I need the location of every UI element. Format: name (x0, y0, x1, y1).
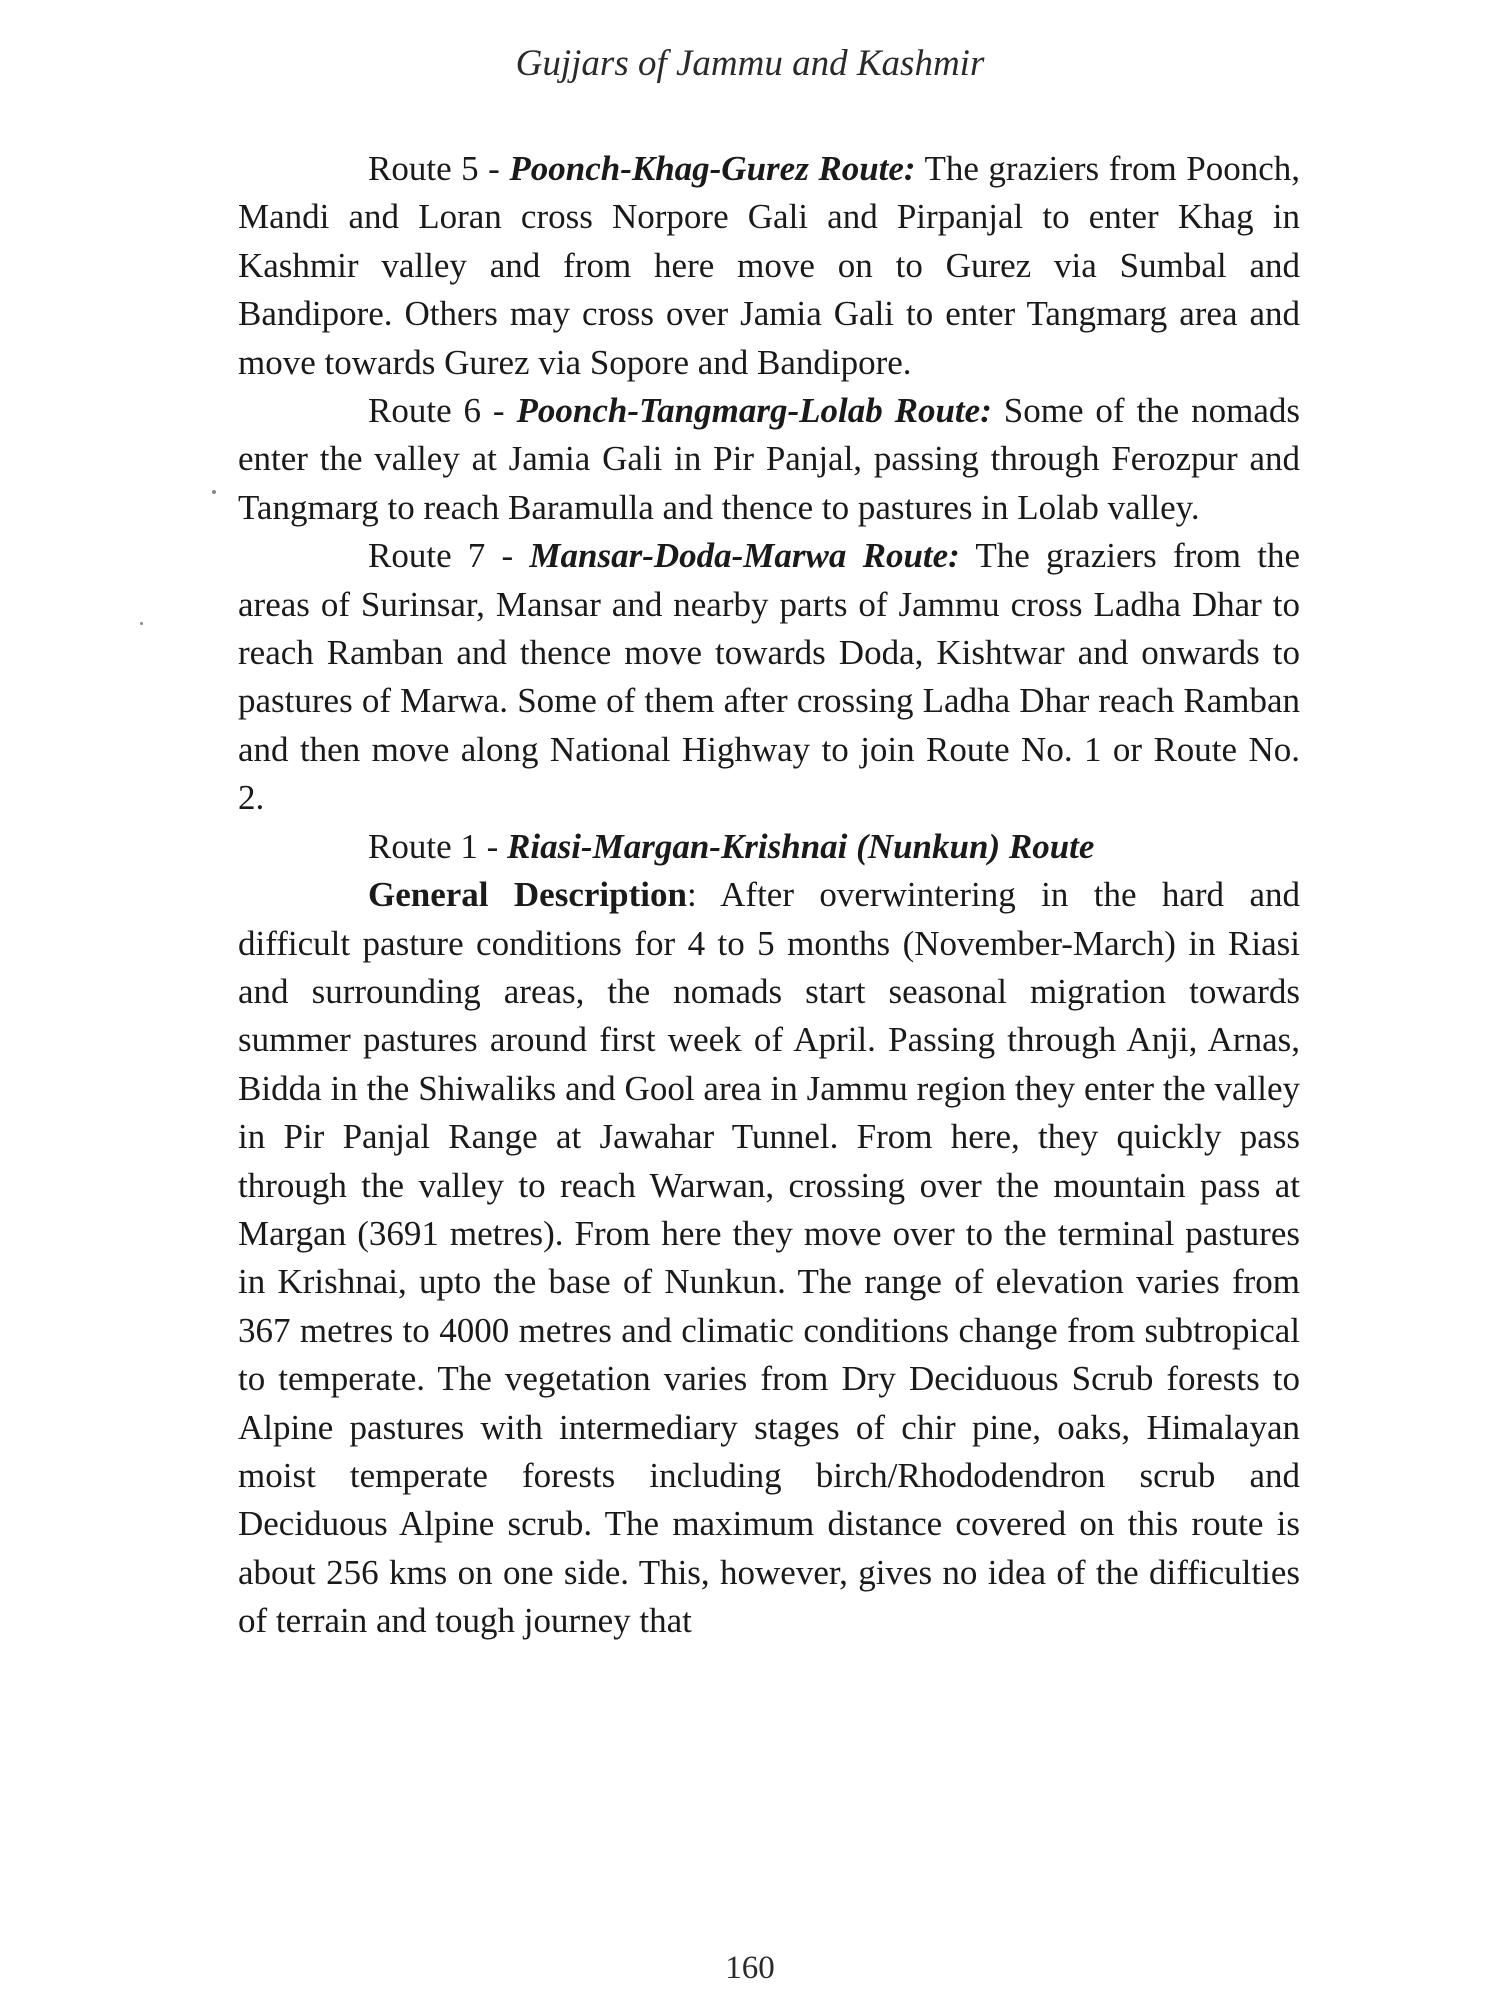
scan-speck (212, 490, 216, 494)
page-body (238, 145, 1300, 1646)
general-description-label: General Description (368, 875, 687, 915)
page-number: 160 (725, 1950, 775, 1986)
route-title: Riasi-Margan-Krishnai (Nunkun) Route (507, 826, 1095, 866)
general-description-text: : After overwintering in the hard and difficult pasture conditions for 4 to 5 months (November-March) in Riasi and surrounding areas, the nomads start seasonal migration towards summer pastures around first week of April. Passing through Anji, Arnas, Bidda in the Shiwaliks and Gool area in Jammu region they enter the valley in Pir Panjal Range at Jawahar Tunnel. From here, they quickly pass through the valley to reach Warwan, crossing over the mountain pass at Margan (3691 metres). From here they move over to the terminal pastures in Krishnai, upto the base of Nunkun. The range of elevation varies from 367 metres to 4000 metres and climatic conditions change from subtropical to temperate. The vegetation varies from Dry Deciduous Scrub forests to Alpine pastures with intermediary stages of chir pine, oaks, Himalayan moist temperate forests including birch/Rhododendron scrub and Deciduous Alpine scrub. The maximum distance covered on this route is about 256 kms on one side. This, however, gives no idea of the difficulties of terrain and tough journey that (238, 875, 1300, 1641)
paragraph-route-5 (238, 145, 1300, 387)
paragraph-general-description (238, 871, 1300, 1646)
route-title: Mansar-Doda-Marwa Route: (529, 536, 960, 576)
route-text: The graziers from Poonch, Mandi and Loran cross Norpore Gali and Pirpanjal to enter Khag in Kashmir valley and from here move on to Gurez via Sumbal and Bandipore. Others may cross over Jamia Gali to enter Tangmarg area and move towards Gurez via Sopore and Bandipore. (238, 149, 1300, 382)
paragraph-route-1-heading (238, 823, 1300, 871)
route-title: Poonch-Khag-Gurez Route: (509, 149, 916, 188)
running-header: Gujjars of Jammu and Kashmir (515, 43, 985, 84)
route-lead: Route 5 - (368, 149, 510, 188)
route-title: Poonch-Tangmarg-Lolab Route: (516, 391, 992, 431)
paragraph-route-7 (238, 532, 1300, 822)
route-lead: Route 7 - (368, 536, 530, 576)
route-text: Some of the nomads enter the valley at Jamia Gali in Pir Panjal, passing through Ferozpur and Tangmarg to reach Baramulla and thence to pastures in Lolab valley. (238, 391, 1300, 527)
scan-speck (140, 622, 143, 625)
paragraph-route-6 (238, 387, 1300, 532)
route-lead: Route 1 - (368, 826, 508, 866)
route-text: The graziers from the areas of Surinsar, Mansar and nearby parts of Jammu cross Ladha Dhar to reach Ramban and thence move towards Doda, Kishtwar and onwards to pastures of Marwa. Some of them after crossing Ladha Dhar reach Ramban and then move along National Highway to join Route No. 1 or Route No. 2. (238, 536, 1300, 818)
route-lead: Route 6 - (368, 391, 517, 431)
